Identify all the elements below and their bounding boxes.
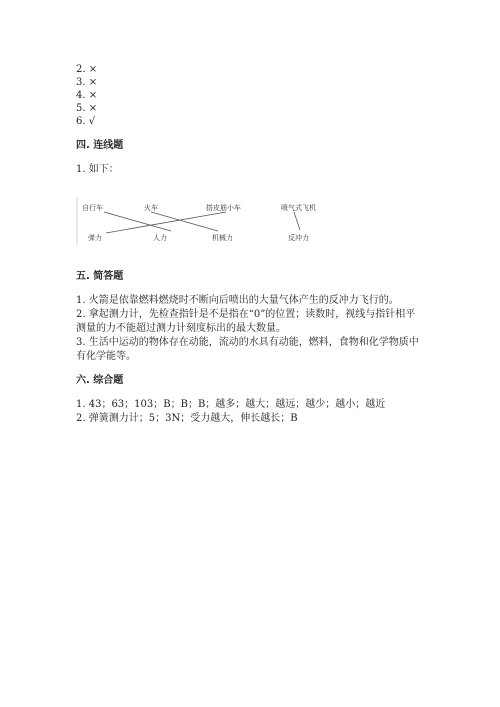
section-6-line-2: 2. 弹簧测力计；5；3N；受力越大，伸长越长；B bbox=[76, 413, 298, 424]
bottom-label-recoil: 反冲力 bbox=[288, 234, 309, 242]
section-5-heading: 五. 简答题 bbox=[76, 271, 124, 282]
section-5-line-5: 有化学能等。 bbox=[76, 351, 136, 362]
section-6-heading: 六. 综合题 bbox=[76, 375, 124, 386]
answer-3: 3. × bbox=[76, 77, 98, 88]
section-5-line-3: 测量的力不能超过测力计刻度标出的最大数量。 bbox=[76, 323, 286, 334]
bottom-label-human: 人力 bbox=[153, 234, 167, 242]
answer-4: 4. × bbox=[76, 90, 98, 101]
section-4-heading: 四. 连线题 bbox=[76, 140, 124, 151]
section-5-line-1: 1. 火箭是依靠燃料燃烧时不断向后喷出的大量气体产生的反冲力飞行的。 bbox=[76, 295, 399, 306]
section-5-line-2: 2. 拿起测力计，先检查指针是不是指在“0”的位置；读数时，视线与指针相平 bbox=[76, 309, 416, 320]
top-label-jet: 喷气式飞机 bbox=[281, 204, 316, 212]
bottom-label-elastic: 弹力 bbox=[88, 234, 102, 242]
answer-2: 2. × bbox=[76, 64, 98, 75]
match-line-jet-recoil bbox=[294, 212, 300, 230]
section-4-item-1: 1. 如下： bbox=[76, 164, 119, 175]
top-label-bicycle: 自行车 bbox=[82, 204, 103, 212]
answer-6: 6. √ bbox=[76, 116, 96, 127]
bottom-label-mechanical: 机械力 bbox=[212, 234, 233, 242]
section-5-line-4: 3. 生活中运动的物体存在动能，流动的水具有动能，燃料，食物和化学物质中 bbox=[76, 337, 419, 348]
answer-5: 5. × bbox=[76, 103, 98, 114]
top-label-train: 火车 bbox=[144, 204, 158, 212]
matching-diagram bbox=[76, 193, 326, 251]
section-6-line-1: 1. 43；63；103；B；B；B；越多；越大；越远；越少；越小；越近 bbox=[76, 399, 386, 410]
top-label-rubberband-car: 搭皮筋小车 bbox=[206, 204, 241, 212]
